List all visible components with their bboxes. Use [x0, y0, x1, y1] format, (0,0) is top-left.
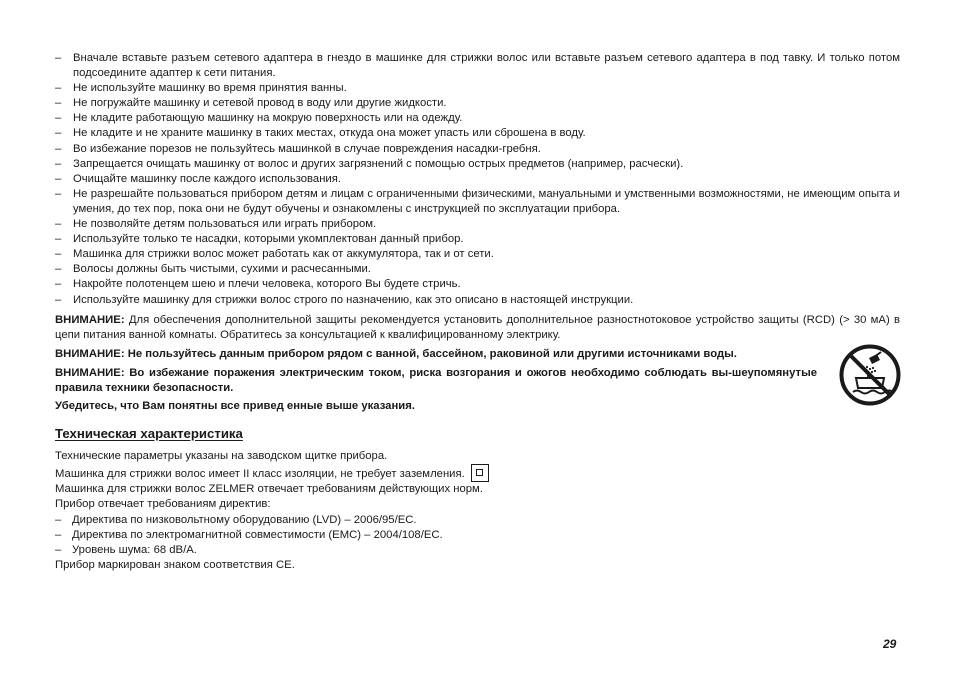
list-item: – Не позволяйте детям пользоваться или играть прибором.: [55, 217, 900, 232]
list-item: – Не разрешайте пользоваться прибором детям и лицам с ограниченными физическими, мануальными и умственными возможностями, не имеющим опыта и умения, до тех пор, пока они не будут обучены и ознакомлены с инструкцией по эксплуатации прибора.: [55, 187, 900, 217]
list-item: – Используйте машинку для стрижки волос строго по назначению, как это описано в настоящей инструкции.: [55, 293, 900, 308]
tech-line: Технические параметры указаны на заводском щитке прибора.: [55, 450, 388, 463]
list-item: – Уровень шума: 68 dB/A.: [55, 543, 900, 558]
rcd-notice: [55, 313, 900, 343]
list-item: – Не кладите и не храните машинку в таких местах, откуда она может упасть или сброшена в воду.: [55, 126, 900, 141]
tech-specs: [55, 449, 900, 573]
class-ii-insulation-icon: [471, 464, 489, 482]
list-item: – Не погружайте машинку и сетевой провод в воду или другие жидкости.: [55, 96, 900, 111]
list-item: – Очищайте машинку после каждого использования.: [55, 172, 900, 187]
list-item: – Директива по электромагнитной совместимости (EMC) – 2004/108/EC.: [55, 528, 900, 543]
no-water-warning-icon: [839, 344, 901, 406]
instructions-list: [55, 51, 900, 308]
list-item: – Запрещается очищать машинку от волос и других загрязнений с помощью острых предметов (например, расчески).: [55, 157, 900, 172]
safety-notice: ВНИМАНИЕ: Во избежание поражения электрическим током, риска возгорания и ожогов необходимо соблюдать вы-шеупомянутые правила техники безопасности.: [55, 366, 817, 394]
list-item: – Не используйте машинку во время принятия ванны.: [55, 81, 900, 96]
list-item: – Не кладите работающую машинку на мокрую поверхность или на одежду.: [55, 111, 900, 126]
notice-text: Для обеспечения дополнительной защиты рекомендуется установить дополнительное разностнотоковое устройство защиты (RCD) (> 30 мА) в цепи питания ванной комнаты. Обратитесь за консультацией к квалифицированному электрику.: [55, 313, 900, 341]
page-number: 29: [883, 637, 897, 651]
list-item: – Используйте только те насадки, которыми укомплектован данный прибор.: [55, 232, 900, 247]
tech-line: Машинка для стрижки волос ZELMER отвечает требованиям действующих норм.: [55, 483, 483, 496]
tech-line-class2: [55, 464, 900, 482]
tech-line: Прибор маркирован знаком соответствия CE.: [55, 558, 295, 571]
understand-notice: Убедитесь, что Вам понятны все привед енные выше указания.: [55, 400, 415, 413]
list-item: – Накройте полотенцем шею и плечи человека, которого Вы будете стричь.: [55, 277, 900, 292]
list-item: – Вначале вставьте разъем сетевого адаптера в гнездо в машинке для стрижки волос или вставьте разъем сетевого адаптера в под тавку. И только потом подсоедините адаптер к сети питания.: [55, 51, 900, 81]
directives-list: [55, 513, 900, 558]
tech-line: Прибор отвечает требованиям директив:: [55, 498, 271, 511]
page-content: [55, 51, 900, 573]
list-item: – Волосы должны быть чистыми, сухими и расчесанными.: [55, 262, 900, 277]
list-item: – Машинка для стрижки волос может работать как от аккумулятора, так и от сети.: [55, 247, 900, 262]
tech-line-text: Машинка для стрижки волос имеет II класс изоляции, не требует заземления.: [55, 468, 465, 481]
list-item: – Директива по низковольтному оборудованию (LVD) – 2006/95/EC.: [55, 513, 900, 528]
water-notice: ВНИМАНИЕ: Не пользуйтесь данным прибором рядом с ванной, бассейном, раковиной или другими источниками воды.: [55, 347, 737, 360]
section-title: Техническая характеристика: [55, 426, 243, 442]
list-item: – Во избежание порезов не пользуйтесь машинкой в случае повреждения насадки-гребня.: [55, 142, 900, 157]
notice-label: ВНИМАНИЕ:: [55, 313, 125, 326]
